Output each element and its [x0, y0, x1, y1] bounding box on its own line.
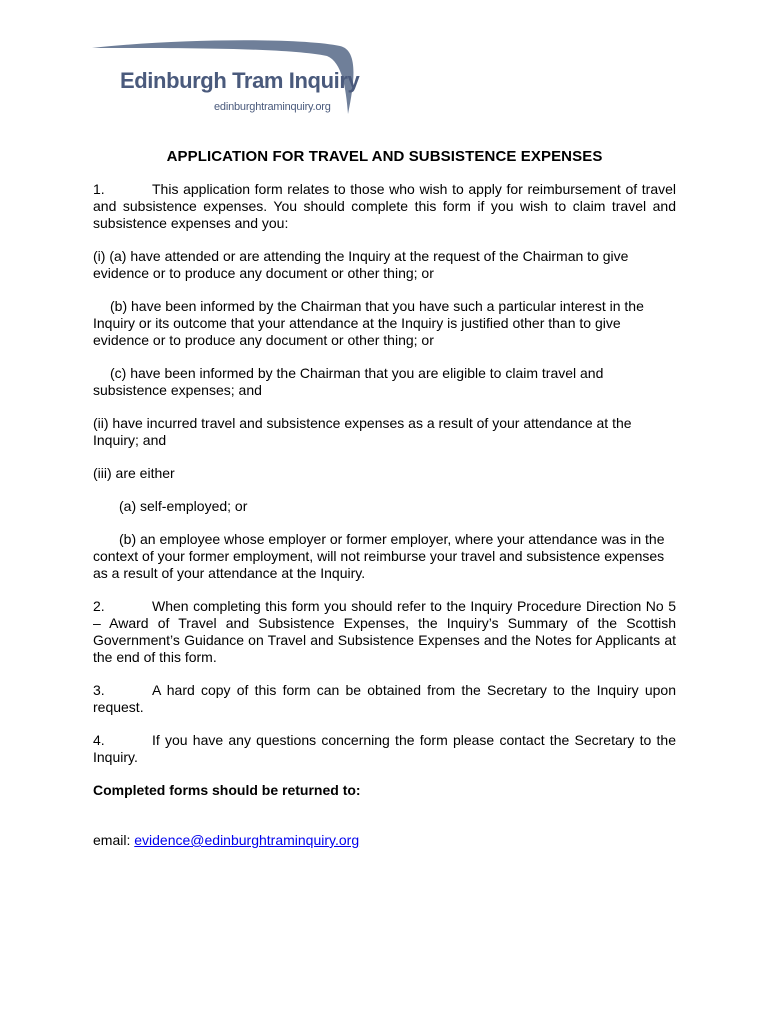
- paragraph-3-number: 3.: [93, 682, 105, 698]
- paragraph-3-text: A hard copy of this form can be obtained from the Secretary to the Inquiry upon request.: [93, 682, 676, 715]
- email-line: [93, 832, 676, 849]
- paragraph-4: [93, 732, 676, 766]
- paragraph-4-text: If you have any questions concerning the form please contact the Secretary to the Inquiry.: [93, 732, 676, 765]
- spacer: [93, 815, 676, 832]
- paragraph-1-number: 1.: [93, 181, 105, 197]
- paragraph-2-text: When completing this form you should refer to the Inquiry Procedure Direction No 5 – Award of Travel and Subsistence Expenses, the Inquiry’s Summary of the Scottish Government’s Guidance on Travel and Subsistence Expenses and the Notes for Applicants at the end of this form.: [93, 598, 676, 665]
- criterion-iii: (iii) are either: [93, 465, 175, 481]
- criterion-i-b: (b) have been informed by the Chairman that you have such a particular interest in the Inquiry or its outcome that your attendance at the Inquiry is justified other than to give evidence or to produce any document or other thing; or: [93, 298, 644, 348]
- inquiry-logo: [92, 40, 362, 120]
- paragraph-4-number: 4.: [93, 732, 105, 748]
- criterion-iii-b: (b) an employee whose employer or former employer, where your attendance was in the context of your former employment, will not reimburse your travel and subsistence expenses as a result of your attendance at the Inquiry.: [93, 531, 665, 581]
- paragraph-3: [93, 682, 676, 716]
- page-title: APPLICATION FOR TRAVEL AND SUBSISTENCE EXPENSES: [166, 148, 603, 165]
- criterion-iii-a: (a) self-employed; or: [119, 498, 248, 514]
- paragraph-2: [93, 598, 676, 666]
- logo-title: Edinburgh Tram Inquiry: [120, 68, 360, 93]
- criterion-ii: (ii) have incurred travel and subsistence expenses as a result of your attendance at the Inquiry; and: [93, 415, 632, 448]
- logo-url: edinburghtraminquiry.org: [214, 101, 331, 113]
- paragraph-1: [93, 181, 676, 232]
- return-heading: Completed forms should be returned to:: [93, 782, 361, 798]
- criterion-i-c: (c) have been informed by the Chairman that you are eligible to claim travel and subsistence expenses; and: [93, 365, 604, 398]
- email-label: email:: [93, 832, 131, 848]
- document-body: [93, 148, 676, 865]
- paragraph-2-number: 2.: [93, 598, 105, 614]
- paragraph-1-text: This application form relates to those who wish to apply for reimbursement of travel and subsistence expenses. You should complete this form if you wish to claim travel and subsistence expenses and you:: [93, 181, 676, 231]
- criterion-i-a: (i) (a) have attended or are attending the Inquiry at the request of the Chairman to give evidence or to produce any document or other thing; or: [93, 248, 629, 281]
- email-link[interactable]: evidence@edinburghtraminquiry.org: [134, 832, 360, 848]
